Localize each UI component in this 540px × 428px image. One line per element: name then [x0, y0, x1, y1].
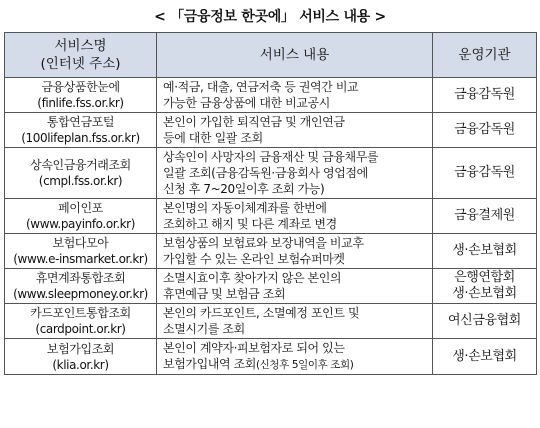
service-description-cell: [157, 304, 433, 339]
description-line: 신청 후 7~20일이후 조회 가능): [163, 182, 325, 196]
description-line: 등에 대한 일괄 조회: [163, 131, 263, 145]
table-row: [5, 269, 537, 304]
description-line: 보험상품의 보험료와 보장내역을 비교후: [163, 236, 364, 250]
table-row: [5, 78, 537, 113]
table-row: [5, 234, 537, 269]
service-name-cell: [5, 78, 157, 113]
header-content: 서비스 내용: [157, 33, 433, 78]
operator-cell: 여신금융협회: [433, 304, 537, 339]
service-url: (www.payinfo.or.kr): [26, 217, 135, 231]
table-row: [5, 304, 537, 339]
header-service-name: [5, 33, 157, 78]
service-name-cell: [5, 234, 157, 269]
service-name: 휴면계좌통합조회: [35, 271, 126, 285]
header-org: 운영기관: [433, 33, 537, 78]
service-name-cell: [5, 339, 157, 375]
service-description-cell: [157, 148, 433, 199]
service-name-cell: [5, 304, 157, 339]
table-row: [5, 148, 537, 199]
description-line: 휴면예금 및 보험금 조회: [163, 287, 286, 301]
description-line: 일괄 조회(금융감독원·금융회사 영업점에: [163, 166, 368, 180]
service-url: (100lifeplan.fss.or.kr): [21, 131, 140, 145]
operator-cell: 금융감독원: [433, 78, 537, 113]
operator-cell: [433, 269, 537, 304]
table-row: [5, 113, 537, 148]
description-line: 가입할 수 있는 온라인 보험슈퍼마켓: [163, 252, 345, 266]
service-name: 보험가입조회: [46, 341, 115, 356]
table-header-row: [5, 33, 537, 78]
operator-line: 생·손보협회: [452, 286, 517, 301]
service-url: (www.sleepmoney.or.kr): [13, 287, 148, 301]
table-row: [5, 199, 537, 234]
service-description-cell: [157, 113, 433, 148]
service-description-cell: [157, 199, 433, 234]
service-url: (www.e-insmarket.or.kr): [13, 252, 148, 266]
operator-cell: 금융감독원: [433, 113, 537, 148]
description-note: (신청후 5일이후 조회): [255, 359, 354, 371]
description-line: 소멸시기를 조회: [163, 322, 245, 336]
operator-cell: 생·손보협회: [433, 234, 537, 269]
description-line: [163, 356, 426, 373]
operator-cell: 금융결제원: [433, 199, 537, 234]
service-url: (klia.or.kr): [52, 357, 109, 372]
operator-cell: 금융감독원: [433, 148, 537, 199]
service-table: [4, 32, 537, 375]
description-line: 본인이 가입한 퇴직연금 및 개인연금: [163, 115, 345, 129]
service-name: 페이인포: [58, 201, 103, 215]
service-url: (finlife.fss.or.kr): [37, 96, 124, 110]
service-description-cell: [157, 234, 433, 269]
operator-line: 은행연합회: [454, 270, 515, 285]
service-name: 카드포인트통합조회: [30, 306, 131, 320]
description-line: 상속인이 사망자의 금융재산 및 금융채무를: [163, 150, 379, 164]
header-url-label: (인터넷 주소): [40, 56, 121, 72]
service-name-cell: [5, 269, 157, 304]
service-name: 금융상품한눈에: [41, 80, 120, 94]
service-name: 통합연금포털: [46, 115, 115, 129]
service-description-cell: [157, 339, 433, 375]
service-description-cell: [157, 78, 433, 113]
service-name-cell: [5, 148, 157, 199]
service-url: (cardpoint.or.kr): [35, 322, 126, 336]
service-name: 상속인금융거래조회: [30, 158, 131, 172]
service-url: (cmpl.fss.or.kr): [38, 174, 123, 188]
description-text: 보험가입내역 조회: [163, 357, 256, 371]
table-row: [5, 339, 537, 375]
header-service-label: 서비스명: [54, 38, 107, 54]
service-name-cell: [5, 113, 157, 148]
operator-cell: 생·손보협회: [433, 339, 537, 375]
service-name: 보험다모아: [52, 236, 109, 250]
description-line: 본인이 계약자·피보험자로 되어 있는: [163, 341, 345, 355]
service-name-cell: [5, 199, 157, 234]
service-description-cell: [157, 269, 433, 304]
description-line: 본인명의 자동이체계좌를 한번에: [163, 201, 327, 215]
description-line: 가능한 금융상품에 대한 비교공시: [163, 96, 330, 110]
description-line: 본인의 카드포인트, 소멸예정 포인트 및: [163, 306, 360, 320]
description-line: 조회하고 해지 및 다른 계좌로 변경: [163, 217, 337, 231]
description-line: 소멸시효이후 찾아가지 않은 본인의: [163, 271, 342, 285]
description-line: 예·적금, 대출, 연금저축 등 권역간 비교: [163, 80, 359, 94]
page-title: < 「금융정보 한곳에」 서비스 내용 >: [154, 9, 386, 25]
